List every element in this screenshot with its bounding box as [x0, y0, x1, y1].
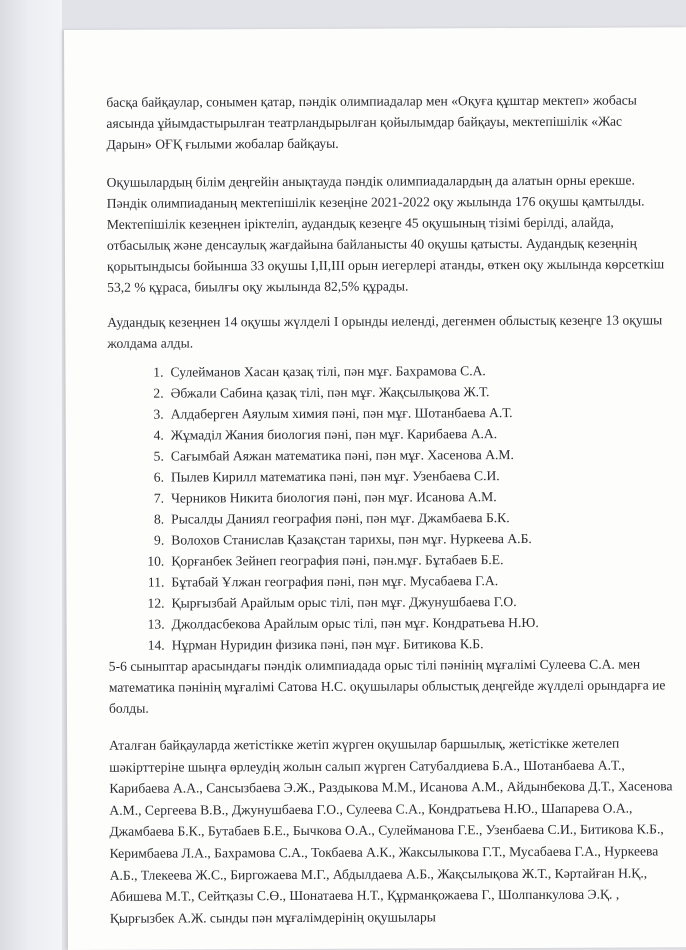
list-item-text: Сулейманов Хасан қазақ тілі, пән мұғ. Бахрамова С.А. — [170, 363, 486, 380]
list-item-number: 13. — [147, 616, 165, 632]
list-item — [108, 527, 672, 550]
paragraph-district-winners: Аудандық кезеңнен 14 оқушы жүлделі I орынды иеленді, дегенмен облыстық кезеңге 13 оқушы жолдама алды. — [107, 312, 663, 351]
list-item-number: 14. — [147, 637, 165, 653]
list-item-number: 5. — [153, 448, 164, 464]
list-item-text: Алдаберген Аяулым химия пәні, пән мұғ. Шотанбаева А.Т. — [170, 405, 513, 422]
list-item — [108, 590, 672, 613]
list-item-text: Жұмаділ Жания биология пәні, пән мұғ. Карибаева А.А. — [170, 426, 498, 443]
list-item-number: 4. — [153, 427, 164, 443]
list-item — [109, 611, 673, 634]
list-item-number: 3. — [153, 406, 164, 422]
list-item — [109, 632, 673, 655]
list-item-text: Бұтабай Ұлжан география пәні, пән мұғ. Мусабаева Г.А. — [171, 573, 499, 590]
list-item — [108, 548, 672, 571]
document-content — [106, 89, 674, 929]
paragraph-teachers: Аталған байқауларда жетістікке жетіп жүрген оқушылар баршылық, жетістікке жетелеп шәкірттеріне шыңға өрлеудің жолын салып жүрген Сатубалдиева Б.А., Шотанбаева А.Т., Карибаева А.А., Сансызбаева Э.Ж., Раздыкова М.М., Исанова А.М., Айдынбекова Д.Т., Хасенова А.М., Сергеева В.В., Джунушбаева Г.О., Сулеева С.А., Кондратьева Н.Ю., Шапарева О.А., Джамбаева Б.К., Бутабаев Б.Е., Бычкова О.А., Сулейманова Г.Е., Узенбаева С.И., Битикова К.Б., Керимбаева Л.А., Бахрамова С.А., Токбаева А.К., Жаксылыкова Г.Т., Мусабаева Г.А., Нуркеева А.Б., Тлекеева Ж.С., Биргожаева М.Г., Абдылдаева А.Б., Жақсылықова Ж.Т., Кәртайған Н.Қ., Абишева М.Т., Сейтқазы С.Ө., Шонатаева Н.Т., Құрманқожаева Г., Шолпанкулова Э.Қ. , Қырғызбек А.Ж. сынды пән мұғалімдерінің оқушылары — [109, 735, 673, 926]
list-item-text: Джолдасбекова Арайлым орыс тілі, пән мұғ. Кондратьева Н.Ю. — [171, 614, 539, 632]
document-page — [64, 27, 686, 950]
list-item — [108, 380, 672, 403]
list-item-number: 11. — [147, 574, 165, 590]
list-item-text: Әбжали Сабина қазақ тілі, пән мұғ. Жақсылықова Ж.Т. — [170, 384, 490, 401]
paragraph-olympiad-results: Оқушылардың білім деңгейін анықтауда пәндік олимпиадалардың да алатын орны ерекше. Пәндік олимпиаданың мектепішілік кезеңіне 2021-2022 оқу жылында 176 оқушы қамтылды. Мектепішілік кезеңнен іріктеліп, аудандық кезеңге 45 оқушының тізімі берілді, алайда, отбасылық және денсаулық жағдайына байланысты 40 оқушы қатысты. Аудандық кезеңнің қорытындысы бойынша 33 оқушы I,II,III орын иегерлері атанды, өткен оқу жылында көрсеткіш 53,2 % құраса, биылғы оқу жылында 82,5% құрады. — [106, 172, 665, 295]
list-item-text: Қырғызбай Арайлым орыс тілі, пән мұғ. Джунушбаева Г.О. — [171, 594, 517, 611]
list-item-text: Сағымбай Аяжан математика пәні, пән мұғ. Хасенова А.М. — [170, 447, 514, 464]
winners-list — [107, 359, 672, 655]
list-item-text: Нұрман Нуридин физика пәні, пән мұғ. Битикова К.Б. — [171, 636, 484, 653]
paragraph-competitions: басқа байқаулар, сонымен қатар, пәндік олимпиадалар мен «Оқуға құштар мектеп» жобасы аясында ұйымдастырылған театрландырылған қойылымдар байқауы, мектепішілік «Жас Дарын» ОҒҚ ғылыми жобалар байқауы. — [106, 92, 637, 152]
list-item — [107, 359, 671, 382]
list-item-number: 7. — [153, 490, 165, 506]
paragraph-grade-5-6: 5-6 сыныптар арасындағы пәндік олимпиадада орыс тілі пәнінің мұғалімі Сулеева С.А. мен математика пәнінің мұғалімі Сатова Н.С. оқушылары облыстық деңгейде жүлделі орындарға ие болды. — [108, 656, 666, 716]
list-item — [108, 485, 672, 508]
list-item-number: 1. — [153, 364, 164, 380]
list-item-text: Пылев Кирилл математика пәні, пән мұғ. Узенбаева С.И. — [170, 468, 500, 485]
list-item — [108, 569, 672, 592]
list-item — [108, 464, 672, 487]
list-item — [108, 506, 672, 529]
list-item-number: 10. — [147, 553, 165, 569]
list-item — [108, 401, 672, 424]
list-item-text: Қорғанбек Зейнеп география пәні, пән.мұғ. Бұтабаев Б.Е. — [171, 552, 504, 569]
list-item — [108, 443, 672, 466]
list-item-number: 6. — [153, 469, 164, 485]
list-item-text: Волохов Станислав Қазақстан тарихы, пән мұғ. Нуркеева А.Б. — [171, 530, 532, 548]
list-item — [108, 422, 672, 445]
list-item-number: 9. — [153, 532, 165, 548]
list-item-number: 8. — [153, 511, 165, 527]
list-item-text: Черников Никита биология пәні, пән мұғ. Исанова А.М. — [171, 489, 497, 506]
list-item-number: 12. — [147, 595, 165, 611]
list-item-number: 2. — [153, 385, 164, 401]
list-item-text: Рысалды Даниял география пәні, пән мұғ. Джамбаева Б.К. — [171, 510, 510, 527]
